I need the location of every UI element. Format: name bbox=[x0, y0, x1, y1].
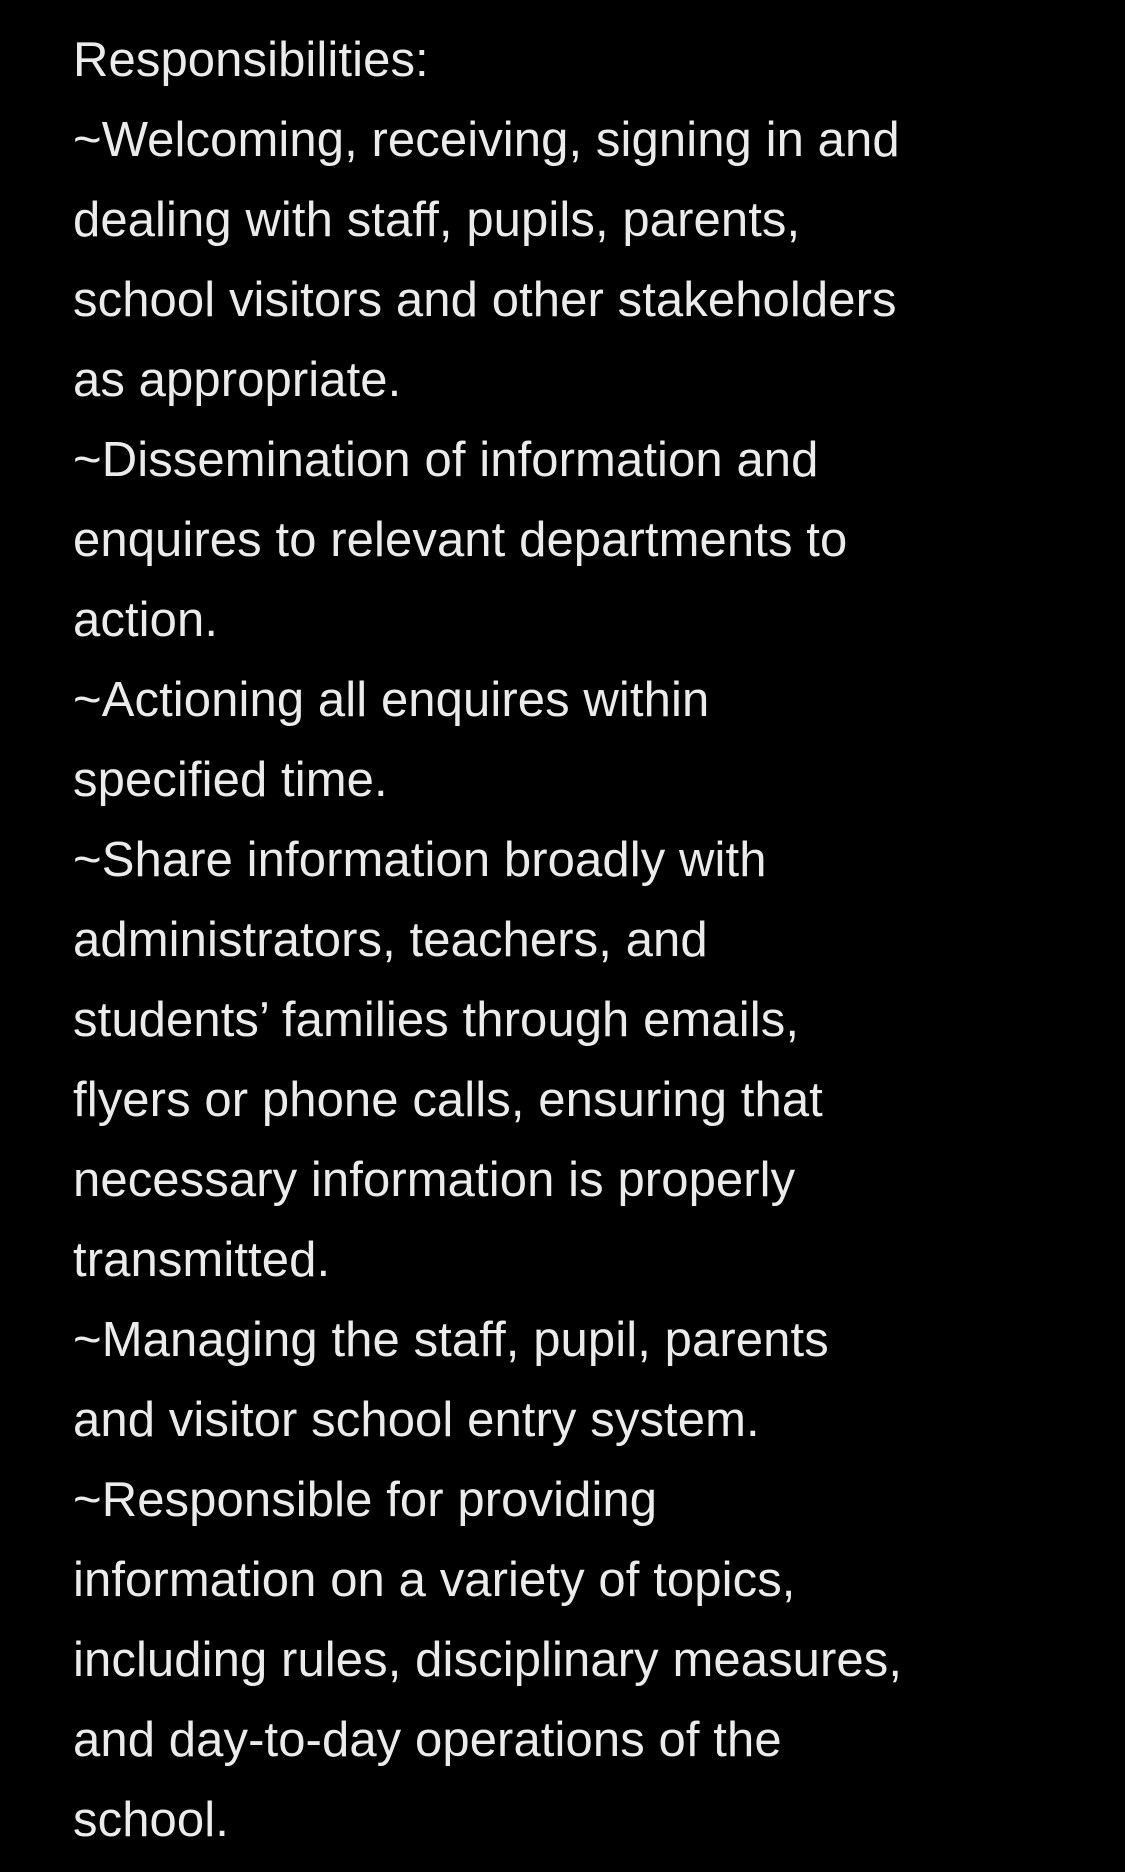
note-line: necessary information is properly bbox=[73, 1153, 796, 1207]
note-line: and day-to-day operations of the bbox=[73, 1713, 782, 1767]
note-line: action. bbox=[73, 593, 219, 647]
note-line: enquires to relevant departments to bbox=[73, 513, 848, 567]
note-line: school. bbox=[73, 1793, 229, 1847]
note-line: dealing with staff, pupils, parents, bbox=[73, 193, 801, 247]
note-line: ~Dissemination of information and bbox=[73, 433, 819, 487]
note-line: as appropriate. bbox=[73, 353, 402, 407]
note-line: ~Welcoming, receiving, signing in and bbox=[73, 113, 900, 167]
note-line: ~Responsible for providing bbox=[73, 1473, 658, 1527]
note-line: administrators, teachers, and bbox=[73, 913, 708, 967]
note-line: ~Actioning all enquires within bbox=[73, 673, 710, 727]
note-line: flyers or phone calls, ensuring that bbox=[73, 1073, 823, 1127]
note-line: including rules, disciplinary measures, bbox=[73, 1633, 903, 1687]
note-line: students’ families through emails, bbox=[73, 993, 800, 1047]
note-line: ~Share information broadly with bbox=[73, 833, 767, 887]
note-line: transmitted. bbox=[73, 1233, 331, 1287]
note-line: information on a variety of topics, bbox=[73, 1553, 796, 1607]
note-text-body[interactable] bbox=[73, 20, 1073, 1860]
note-line: ~Managing the staff, pupil, parents bbox=[73, 1313, 829, 1367]
note-line: specified time. bbox=[73, 753, 388, 807]
note-line: school visitors and other stakeholders bbox=[73, 273, 897, 327]
note-line: Responsibilities: bbox=[73, 33, 429, 87]
note-line: and visitor school entry system. bbox=[73, 1393, 760, 1447]
